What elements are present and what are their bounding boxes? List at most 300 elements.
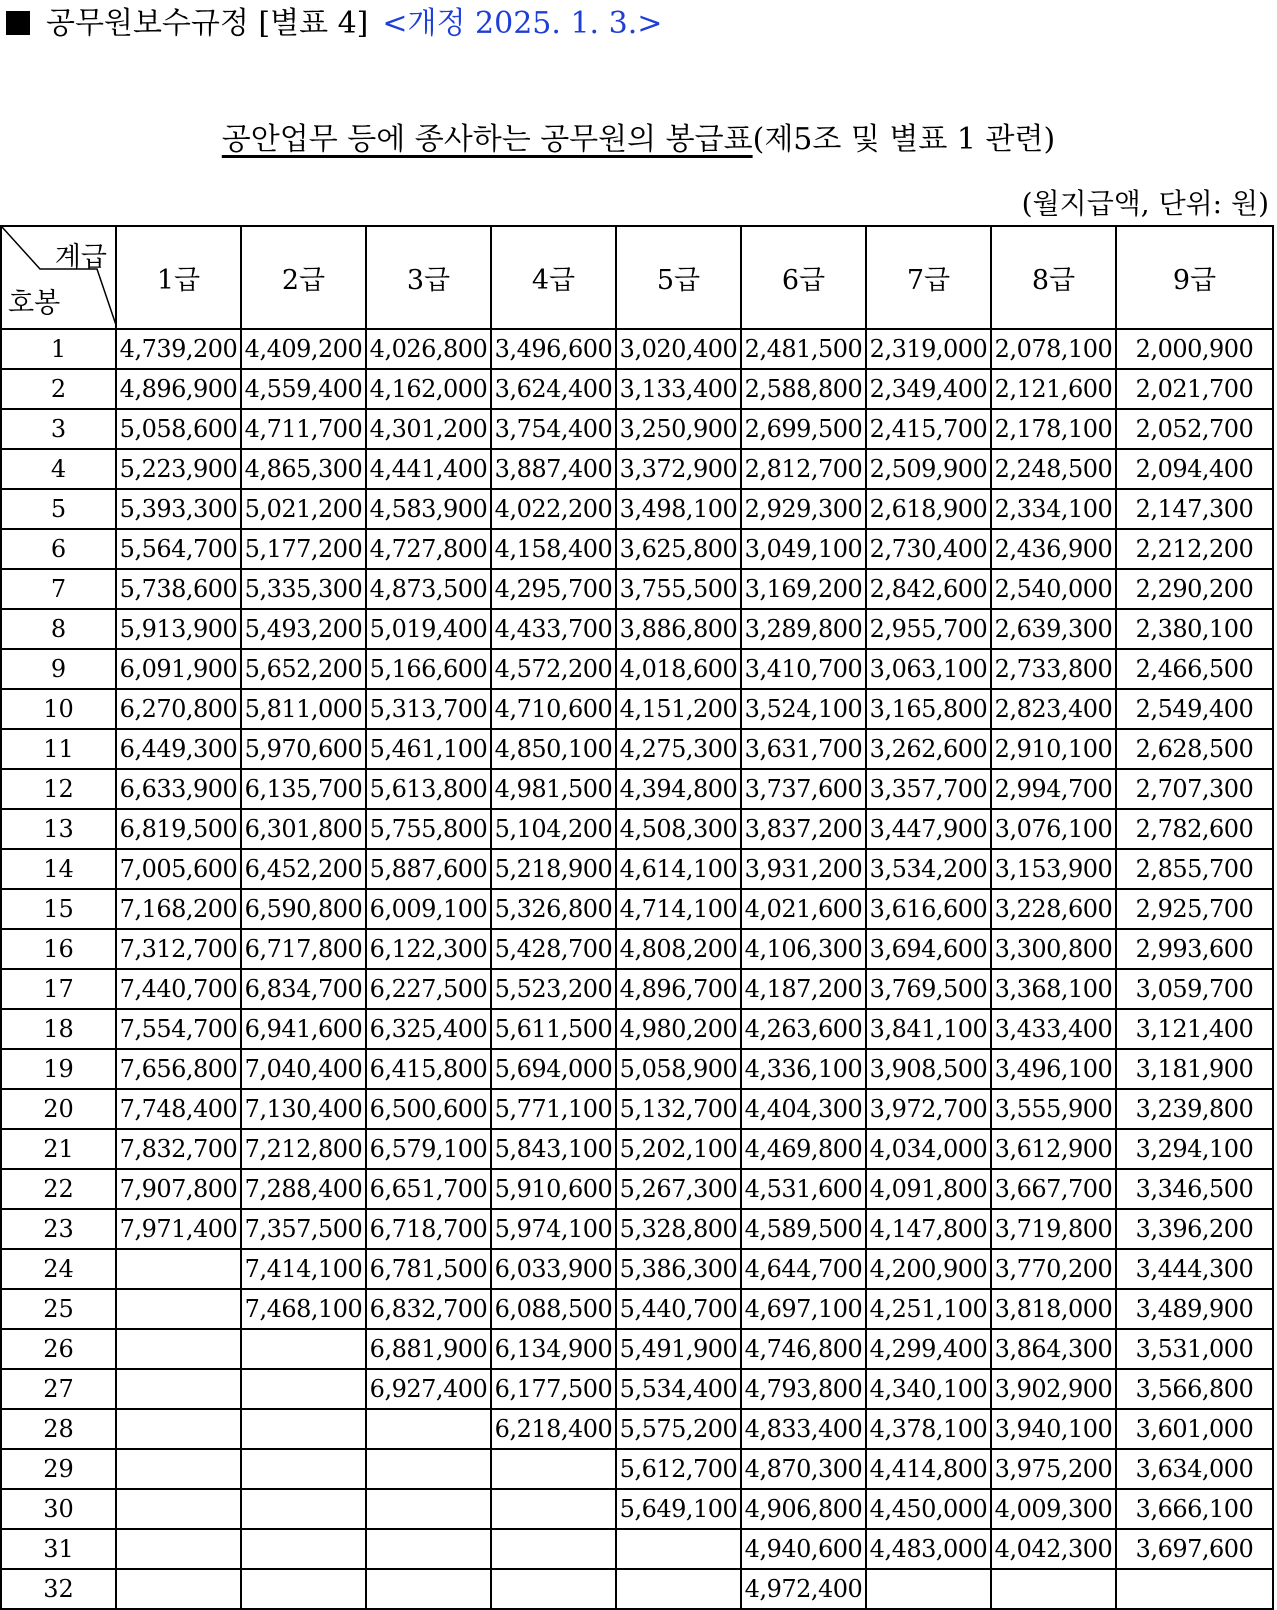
salary-cell: 4,981,500	[491, 769, 616, 809]
salary-cell: 5,613,800	[366, 769, 491, 809]
salary-cell: 3,059,700	[1116, 969, 1273, 1009]
step-cell: 24	[1, 1249, 116, 1289]
salary-cell: 2,436,900	[991, 529, 1116, 569]
salary-cell: 3,887,400	[491, 449, 616, 489]
salary-cell	[991, 1569, 1116, 1609]
salary-cell: 3,433,400	[991, 1009, 1116, 1049]
salary-cell: 5,461,100	[366, 729, 491, 769]
step-cell: 16	[1, 929, 116, 969]
salary-cell	[241, 1449, 366, 1489]
salary-cell	[241, 1569, 366, 1609]
table-row	[1, 1169, 1273, 1209]
salary-cell: 2,549,400	[1116, 689, 1273, 729]
step-cell: 8	[1, 609, 116, 649]
salary-cell: 4,850,100	[491, 729, 616, 769]
salary-cell: 3,496,100	[991, 1049, 1116, 1089]
regulation-header	[6, 4, 662, 44]
grade-header: 6급	[741, 226, 866, 329]
salary-cell: 4,022,200	[491, 489, 616, 529]
table-row	[1, 1409, 1273, 1449]
grade-header: 4급	[491, 226, 616, 329]
step-cell: 21	[1, 1129, 116, 1169]
step-cell: 15	[1, 889, 116, 929]
salary-cell: 3,616,600	[866, 889, 991, 929]
salary-cell: 2,021,700	[1116, 369, 1273, 409]
salary-cell: 4,151,200	[616, 689, 741, 729]
step-cell: 20	[1, 1089, 116, 1129]
table-row	[1, 889, 1273, 929]
salary-cell: 3,133,400	[616, 369, 741, 409]
salary-cell: 5,058,900	[616, 1049, 741, 1089]
salary-cell: 6,088,500	[491, 1289, 616, 1329]
salary-cell	[366, 1449, 491, 1489]
table-row	[1, 649, 1273, 689]
step-cell: 5	[1, 489, 116, 529]
salary-cell: 6,881,900	[366, 1329, 491, 1369]
salary-cell: 7,312,700	[116, 929, 241, 969]
salary-cell: 4,865,300	[241, 449, 366, 489]
salary-cell: 4,409,200	[241, 329, 366, 369]
salary-cell	[491, 1569, 616, 1609]
salary-cell: 3,357,700	[866, 769, 991, 809]
salary-cell: 4,091,800	[866, 1169, 991, 1209]
salary-cell: 6,270,800	[116, 689, 241, 729]
step-cell: 3	[1, 409, 116, 449]
salary-cell: 3,250,900	[616, 409, 741, 449]
table-row	[1, 769, 1273, 809]
salary-cell: 5,843,100	[491, 1129, 616, 1169]
salary-cell: 2,782,600	[1116, 809, 1273, 849]
salary-cell: 4,508,300	[616, 809, 741, 849]
salary-cell: 5,326,800	[491, 889, 616, 929]
salary-cell: 3,489,900	[1116, 1289, 1273, 1329]
salary-cell: 5,267,300	[616, 1169, 741, 1209]
table-row	[1, 1329, 1273, 1369]
salary-cell: 5,166,600	[366, 649, 491, 689]
salary-cell: 6,122,300	[366, 929, 491, 969]
step-cell: 29	[1, 1449, 116, 1489]
corner-label-step: 호봉	[8, 288, 61, 319]
salary-cell: 5,058,600	[116, 409, 241, 449]
salary-cell: 6,579,100	[366, 1129, 491, 1169]
salary-cell: 4,263,600	[741, 1009, 866, 1049]
salary-cell: 3,634,000	[1116, 1449, 1273, 1489]
salary-cell: 4,378,100	[866, 1409, 991, 1449]
salary-cell: 6,415,800	[366, 1049, 491, 1089]
table-row	[1, 369, 1273, 409]
step-cell: 22	[1, 1169, 116, 1209]
step-cell: 17	[1, 969, 116, 1009]
salary-cell: 4,644,700	[741, 1249, 866, 1289]
salary-cell	[116, 1369, 241, 1409]
salary-cell: 3,755,500	[616, 569, 741, 609]
header-row	[1, 226, 1273, 329]
salary-cell: 4,469,800	[741, 1129, 866, 1169]
salary-cell	[616, 1529, 741, 1569]
salary-cell: 3,818,000	[991, 1289, 1116, 1329]
table-row	[1, 809, 1273, 849]
salary-cell: 2,707,300	[1116, 769, 1273, 809]
salary-cell: 2,121,600	[991, 369, 1116, 409]
step-cell: 30	[1, 1489, 116, 1529]
salary-cell: 5,493,200	[241, 609, 366, 649]
salary-cell: 2,000,900	[1116, 329, 1273, 369]
salary-cell: 4,614,100	[616, 849, 741, 889]
salary-cell: 5,177,200	[241, 529, 366, 569]
salary-cell: 3,496,600	[491, 329, 616, 369]
table-row	[1, 689, 1273, 729]
salary-cell: 3,908,500	[866, 1049, 991, 1089]
corner-header-cell	[1, 226, 116, 329]
salary-cell: 3,886,800	[616, 609, 741, 649]
salary-cell: 7,005,600	[116, 849, 241, 889]
table-row	[1, 569, 1273, 609]
salary-cell: 3,902,900	[991, 1369, 1116, 1409]
salary-cell: 5,328,800	[616, 1209, 741, 1249]
salary-cell: 2,618,900	[866, 489, 991, 529]
salary-cell: 4,034,000	[866, 1129, 991, 1169]
salary-cell: 4,394,800	[616, 769, 741, 809]
table-row	[1, 409, 1273, 449]
salary-cell: 2,823,400	[991, 689, 1116, 729]
salary-cell	[116, 1489, 241, 1529]
salary-cell: 2,639,300	[991, 609, 1116, 649]
salary-cell: 2,078,100	[991, 329, 1116, 369]
table-row	[1, 1129, 1273, 1169]
salary-cell: 2,178,100	[991, 409, 1116, 449]
salary-cell: 5,313,700	[366, 689, 491, 729]
salary-cell: 3,228,600	[991, 889, 1116, 929]
step-cell: 13	[1, 809, 116, 849]
salary-cell: 2,855,700	[1116, 849, 1273, 889]
salary-cell: 6,449,300	[116, 729, 241, 769]
salary-cell: 4,906,800	[741, 1489, 866, 1529]
salary-cell: 5,202,100	[616, 1129, 741, 1169]
amendment-note: <개정 2025. 1. 3.>	[382, 6, 663, 41]
salary-cell: 6,218,400	[491, 1409, 616, 1449]
step-cell: 4	[1, 449, 116, 489]
regulation-title: 공무원보수규정 [별표 4]	[46, 6, 369, 41]
salary-cell: 5,523,200	[491, 969, 616, 1009]
unit-note: (월지급액, 단위: 원)	[1021, 187, 1269, 220]
step-cell: 27	[1, 1369, 116, 1409]
salary-cell: 4,746,800	[741, 1329, 866, 1369]
step-cell: 32	[1, 1569, 116, 1609]
salary-cell: 5,811,000	[241, 689, 366, 729]
table-row	[1, 1529, 1273, 1569]
step-cell: 1	[1, 329, 116, 369]
step-cell: 25	[1, 1289, 116, 1329]
salary-cell	[366, 1569, 491, 1609]
step-cell: 10	[1, 689, 116, 729]
table-row	[1, 929, 1273, 969]
salary-cell: 4,483,000	[866, 1529, 991, 1569]
table-row	[1, 1369, 1273, 1409]
salary-cell: 4,404,300	[741, 1089, 866, 1129]
salary-cell: 2,628,500	[1116, 729, 1273, 769]
salary-cell	[241, 1329, 366, 1369]
table-row	[1, 489, 1273, 529]
salary-cell: 3,931,200	[741, 849, 866, 889]
table-title-suffix: (제5조 및 별표 1 관련)	[752, 122, 1056, 157]
salary-cell: 5,970,600	[241, 729, 366, 769]
salary-cell: 4,026,800	[366, 329, 491, 369]
salary-cell: 7,288,400	[241, 1169, 366, 1209]
salary-cell: 4,009,300	[991, 1489, 1116, 1529]
salary-cell: 6,227,500	[366, 969, 491, 1009]
salary-cell	[1116, 1569, 1273, 1609]
salary-cell: 5,440,700	[616, 1289, 741, 1329]
salary-cell: 6,718,700	[366, 1209, 491, 1249]
salary-cell	[616, 1569, 741, 1609]
table-row	[1, 1049, 1273, 1089]
salary-cell	[116, 1569, 241, 1609]
salary-cell: 4,896,700	[616, 969, 741, 1009]
grade-header: 7급	[866, 226, 991, 329]
salary-cell: 7,554,700	[116, 1009, 241, 1049]
salary-cell: 5,611,500	[491, 1009, 616, 1049]
salary-cell: 3,770,200	[991, 1249, 1116, 1289]
salary-cell: 2,380,100	[1116, 609, 1273, 649]
salary-cell: 2,349,400	[866, 369, 991, 409]
salary-cell: 7,832,700	[116, 1129, 241, 1169]
grade-header: 8급	[991, 226, 1116, 329]
salary-cell: 6,832,700	[366, 1289, 491, 1329]
salary-cell: 2,910,100	[991, 729, 1116, 769]
salary-cell: 7,440,700	[116, 969, 241, 1009]
salary-cell: 4,710,600	[491, 689, 616, 729]
table-row	[1, 849, 1273, 889]
salary-cell: 2,415,700	[866, 409, 991, 449]
salary-cell: 6,500,600	[366, 1089, 491, 1129]
salary-cell: 2,730,400	[866, 529, 991, 569]
salary-cell: 4,589,500	[741, 1209, 866, 1249]
salary-cell	[116, 1289, 241, 1329]
salary-cell: 3,694,600	[866, 929, 991, 969]
salary-cell: 3,624,400	[491, 369, 616, 409]
salary-cell: 3,524,100	[741, 689, 866, 729]
salary-cell: 5,694,000	[491, 1049, 616, 1089]
salary-cell	[241, 1409, 366, 1449]
grade-header: 1급	[116, 226, 241, 329]
salary-cell: 2,481,500	[741, 329, 866, 369]
salary-cell: 2,540,000	[991, 569, 1116, 609]
table-body	[1, 329, 1273, 1609]
salary-cell: 2,052,700	[1116, 409, 1273, 449]
salary-cell: 3,169,200	[741, 569, 866, 609]
salary-cell: 4,714,100	[616, 889, 741, 929]
salary-cell: 2,733,800	[991, 649, 1116, 689]
salary-cell: 3,447,900	[866, 809, 991, 849]
salary-cell: 5,913,900	[116, 609, 241, 649]
salary-cell: 3,975,200	[991, 1449, 1116, 1489]
salary-cell: 3,667,700	[991, 1169, 1116, 1209]
salary-cell: 7,907,800	[116, 1169, 241, 1209]
salary-cell: 5,771,100	[491, 1089, 616, 1129]
salary-cell: 4,336,100	[741, 1049, 866, 1089]
salary-cell: 4,972,400	[741, 1569, 866, 1609]
salary-cell: 6,325,400	[366, 1009, 491, 1049]
salary-cell: 3,625,800	[616, 529, 741, 569]
salary-cell: 3,346,500	[1116, 1169, 1273, 1209]
salary-cell: 6,301,800	[241, 809, 366, 849]
salary-cell: 5,223,900	[116, 449, 241, 489]
salary-cell: 2,994,700	[991, 769, 1116, 809]
salary-cell	[366, 1529, 491, 1569]
table-row	[1, 729, 1273, 769]
salary-cell	[366, 1489, 491, 1529]
salary-cell: 3,153,900	[991, 849, 1116, 889]
salary-cell: 4,711,700	[241, 409, 366, 449]
salary-cell: 4,572,200	[491, 649, 616, 689]
salary-cell: 4,531,600	[741, 1169, 866, 1209]
salary-cell: 3,631,700	[741, 729, 866, 769]
salary-cell: 4,559,400	[241, 369, 366, 409]
salary-cell: 3,294,100	[1116, 1129, 1273, 1169]
salary-cell: 6,717,800	[241, 929, 366, 969]
salary-cell: 4,200,900	[866, 1249, 991, 1289]
salary-cell: 4,147,800	[866, 1209, 991, 1249]
salary-cell: 4,583,900	[366, 489, 491, 529]
table-title	[0, 120, 1277, 160]
salary-cell: 4,727,800	[366, 529, 491, 569]
table-row	[1, 1249, 1273, 1289]
salary-cell: 3,697,600	[1116, 1529, 1273, 1569]
salary-cell: 2,699,500	[741, 409, 866, 449]
salary-cell: 3,534,200	[866, 849, 991, 889]
salary-cell: 5,887,600	[366, 849, 491, 889]
salary-cell: 2,509,900	[866, 449, 991, 489]
salary-cell: 4,414,800	[866, 1449, 991, 1489]
step-cell: 11	[1, 729, 116, 769]
table-row	[1, 609, 1273, 649]
salary-cell: 7,168,200	[116, 889, 241, 929]
salary-cell: 2,248,500	[991, 449, 1116, 489]
salary-cell: 2,319,000	[866, 329, 991, 369]
salary-cell: 4,940,600	[741, 1529, 866, 1569]
salary-cell: 7,040,400	[241, 1049, 366, 1089]
salary-cell: 4,896,900	[116, 369, 241, 409]
salary-cell: 5,428,700	[491, 929, 616, 969]
salary-cell: 7,130,400	[241, 1089, 366, 1129]
salary-cell: 5,534,400	[616, 1369, 741, 1409]
step-cell: 9	[1, 649, 116, 689]
salary-cell: 2,466,500	[1116, 649, 1273, 689]
table-row	[1, 969, 1273, 1009]
salary-cell: 3,289,800	[741, 609, 866, 649]
salary-cell: 4,021,600	[741, 889, 866, 929]
salary-cell	[241, 1369, 366, 1409]
table-title-main: 공안업무 등에 종사하는 공무원의 봉급표	[221, 122, 753, 157]
table-row	[1, 1009, 1273, 1049]
salary-cell: 5,738,600	[116, 569, 241, 609]
salary-cell: 4,158,400	[491, 529, 616, 569]
salary-cell: 3,737,600	[741, 769, 866, 809]
step-cell: 19	[1, 1049, 116, 1089]
salary-cell: 4,739,200	[116, 329, 241, 369]
salary-cell: 6,781,500	[366, 1249, 491, 1289]
grade-header: 5급	[616, 226, 741, 329]
salary-cell: 3,239,800	[1116, 1089, 1273, 1129]
salary-cell: 7,212,800	[241, 1129, 366, 1169]
step-cell: 14	[1, 849, 116, 889]
salary-cell: 3,612,900	[991, 1129, 1116, 1169]
salary-cell: 7,468,100	[241, 1289, 366, 1329]
salary-cell: 6,819,500	[116, 809, 241, 849]
salary-cell: 3,769,500	[866, 969, 991, 1009]
salary-cell: 5,755,800	[366, 809, 491, 849]
table-row	[1, 1209, 1273, 1249]
salary-cell	[116, 1329, 241, 1369]
salary-cell: 3,555,900	[991, 1089, 1116, 1129]
salary-cell: 6,927,400	[366, 1369, 491, 1409]
salary-cell: 3,262,600	[866, 729, 991, 769]
salary-cell	[116, 1449, 241, 1489]
salary-cell: 4,450,000	[866, 1489, 991, 1529]
salary-cell: 7,357,500	[241, 1209, 366, 1249]
salary-cell: 2,842,600	[866, 569, 991, 609]
salary-cell: 3,531,000	[1116, 1329, 1273, 1369]
salary-cell: 3,020,400	[616, 329, 741, 369]
salary-cell: 5,386,300	[616, 1249, 741, 1289]
salary-cell: 3,841,100	[866, 1009, 991, 1049]
salary-cell: 5,974,100	[491, 1209, 616, 1249]
salary-cell: 5,132,700	[616, 1089, 741, 1129]
salary-cell	[491, 1449, 616, 1489]
grade-header: 9급	[1116, 226, 1273, 329]
salary-cell: 2,929,300	[741, 489, 866, 529]
salary-cell	[241, 1489, 366, 1529]
salary-cell: 3,181,900	[1116, 1049, 1273, 1089]
table-row	[1, 329, 1273, 369]
salary-cell: 3,076,100	[991, 809, 1116, 849]
salary-table	[0, 225, 1274, 1610]
salary-cell: 3,165,800	[866, 689, 991, 729]
salary-cell: 5,612,700	[616, 1449, 741, 1489]
salary-cell: 4,441,400	[366, 449, 491, 489]
table-row	[1, 1089, 1273, 1129]
salary-cell: 6,452,200	[241, 849, 366, 889]
step-cell: 2	[1, 369, 116, 409]
salary-cell: 6,651,700	[366, 1169, 491, 1209]
salary-cell: 6,177,500	[491, 1369, 616, 1409]
salary-cell	[116, 1529, 241, 1569]
step-cell: 18	[1, 1009, 116, 1049]
salary-cell: 2,812,700	[741, 449, 866, 489]
salary-cell: 4,870,300	[741, 1449, 866, 1489]
salary-cell: 5,335,300	[241, 569, 366, 609]
salary-cell: 3,372,900	[616, 449, 741, 489]
salary-cell: 4,299,400	[866, 1329, 991, 1369]
step-cell: 6	[1, 529, 116, 569]
salary-cell: 3,396,200	[1116, 1209, 1273, 1249]
step-cell: 12	[1, 769, 116, 809]
salary-cell: 6,590,800	[241, 889, 366, 929]
table-row	[1, 529, 1273, 569]
step-cell: 7	[1, 569, 116, 609]
salary-cell: 4,433,700	[491, 609, 616, 649]
corner-label-grade: 계급	[54, 242, 107, 273]
salary-cell: 3,666,100	[1116, 1489, 1273, 1529]
salary-cell: 3,498,100	[616, 489, 741, 529]
salary-cell: 4,980,200	[616, 1009, 741, 1049]
salary-cell: 3,049,100	[741, 529, 866, 569]
salary-cell: 4,793,800	[741, 1369, 866, 1409]
salary-cell	[116, 1409, 241, 1449]
salary-cell: 6,135,700	[241, 769, 366, 809]
salary-cell: 7,414,100	[241, 1249, 366, 1289]
salary-cell: 5,575,200	[616, 1409, 741, 1449]
